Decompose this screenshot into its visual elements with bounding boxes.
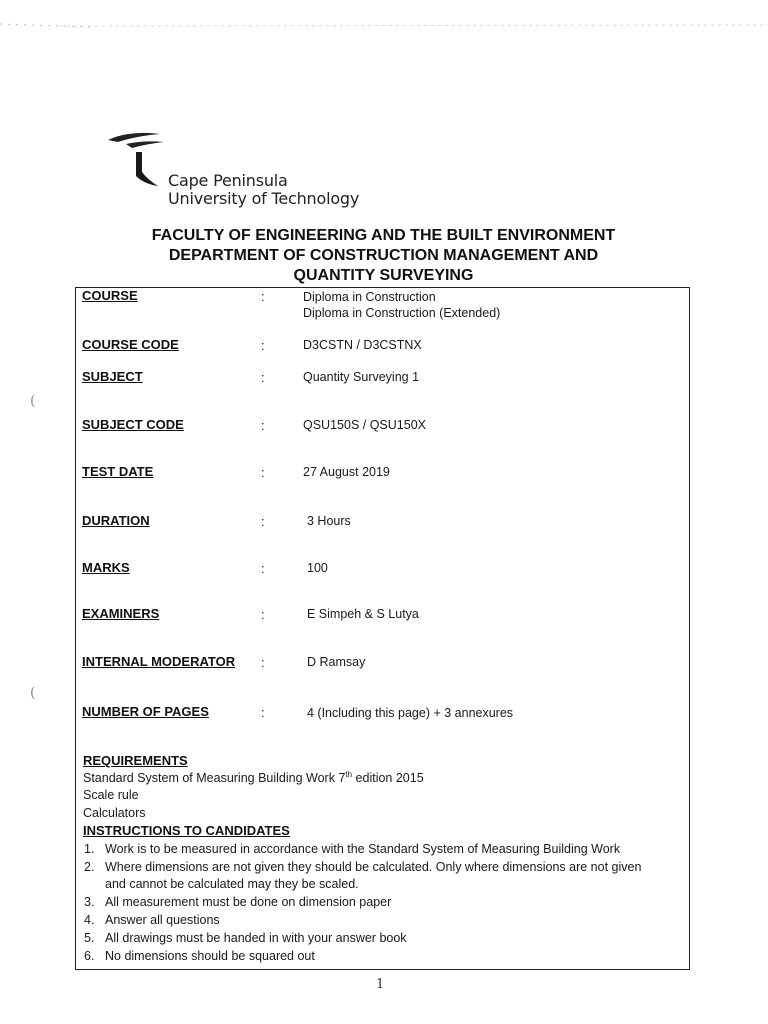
- instructions-title: INSTRUCTIONS TO CANDIDATES: [83, 823, 290, 838]
- test-date-label: TEST DATE: [82, 464, 154, 479]
- instruction-text: Where dimensions are not given they should be calculated. Only where dimensions are not given: [105, 860, 642, 874]
- instruction-number: 6.: [84, 949, 95, 963]
- course-label: COURSE: [82, 288, 138, 303]
- instruction-text: Answer all questions: [105, 913, 220, 927]
- subject-code-value: QSU150S / QSU150X: [303, 418, 426, 432]
- course-code-label: COURSE CODE: [82, 337, 179, 352]
- instruction-number: 2.: [84, 860, 95, 874]
- faculty-heading: FACULTY OF ENGINEERING AND THE BUILT ENVIRONMENT: [151, 227, 616, 244]
- colon: :: [261, 607, 265, 622]
- department-heading: DEPARTMENT OF CONSTRUCTION MANAGEMENT AND: [168, 247, 599, 264]
- instruction-text-continued: and cannot be calculated may they be scaled.: [105, 877, 359, 891]
- instruction-text: No dimensions should be squared out: [105, 949, 315, 963]
- page-number: 1: [376, 977, 385, 992]
- colon: :: [261, 418, 265, 433]
- test-date-value: 27 August 2019: [303, 465, 390, 479]
- requirement-superscript: th: [345, 770, 353, 779]
- duration-value: 3 Hours: [307, 514, 351, 528]
- colon: :: [261, 338, 265, 353]
- logo-text-line1: Cape Peninsula: [168, 171, 288, 190]
- logo-emblem-icon: [102, 128, 166, 192]
- instruction-number: 3.: [84, 895, 95, 909]
- requirement-text-tail: edition 2015: [352, 771, 424, 786]
- number-of-pages-value: 4 (Including this page) + 3 annexures: [307, 706, 514, 720]
- colon: :: [261, 705, 265, 720]
- subject-value: Quantity Surveying 1: [303, 370, 420, 384]
- colon: :: [261, 370, 265, 385]
- instruction-number: 5.: [84, 931, 95, 945]
- instruction-number: 4.: [84, 913, 95, 927]
- duration-label: DURATION: [82, 513, 150, 528]
- requirement-item: Calculators: [83, 806, 146, 820]
- subject-code-label: SUBJECT CODE: [82, 417, 184, 432]
- examiners-value: E Simpeh & S Lutya: [307, 607, 419, 621]
- scan-noise: [0, 22, 768, 30]
- instruction-text: All measurement must be done on dimension paper: [105, 895, 392, 909]
- department-heading-continued: QUANTITY SURVEYING: [293, 267, 474, 284]
- marks-label: MARKS: [82, 560, 130, 575]
- internal-moderator-label: INTERNAL MODERATOR: [82, 654, 236, 669]
- requirement-item: [83, 770, 424, 785]
- scan-mark: (: [30, 393, 36, 409]
- requirements-title: REQUIREMENTS: [83, 753, 188, 768]
- internal-moderator-value: D Ramsay: [307, 655, 366, 669]
- course-code-value: D3CSTN / D3CSTNX: [303, 338, 422, 352]
- subject-label: SUBJECT: [82, 369, 143, 384]
- instruction-text: Work is to be measured in accordance with the Standard System of Measuring Building Work: [105, 842, 621, 856]
- instruction-text: All drawings must be handed in with your answer book: [105, 931, 407, 945]
- colon: :: [261, 289, 265, 304]
- examiners-label: EXAMINERS: [82, 606, 160, 621]
- marks-value: 100: [307, 561, 328, 575]
- university-logo: [102, 128, 372, 212]
- requirement-text: Standard System of Measuring Building Work 7: [83, 771, 346, 786]
- colon: :: [261, 561, 265, 576]
- course-value: Diploma in Construction: [303, 290, 436, 304]
- number-of-pages-label: NUMBER OF PAGES: [82, 704, 209, 719]
- logo-text-line2: University of Technology: [168, 189, 360, 208]
- colon: :: [261, 514, 265, 529]
- requirement-item: Scale rule: [83, 788, 139, 802]
- scan-mark: (: [30, 685, 36, 701]
- colon: :: [261, 655, 265, 670]
- instruction-number: 1.: [84, 842, 95, 856]
- colon: :: [261, 465, 265, 480]
- course-value-extended: Diploma in Construction (Extended): [303, 306, 501, 320]
